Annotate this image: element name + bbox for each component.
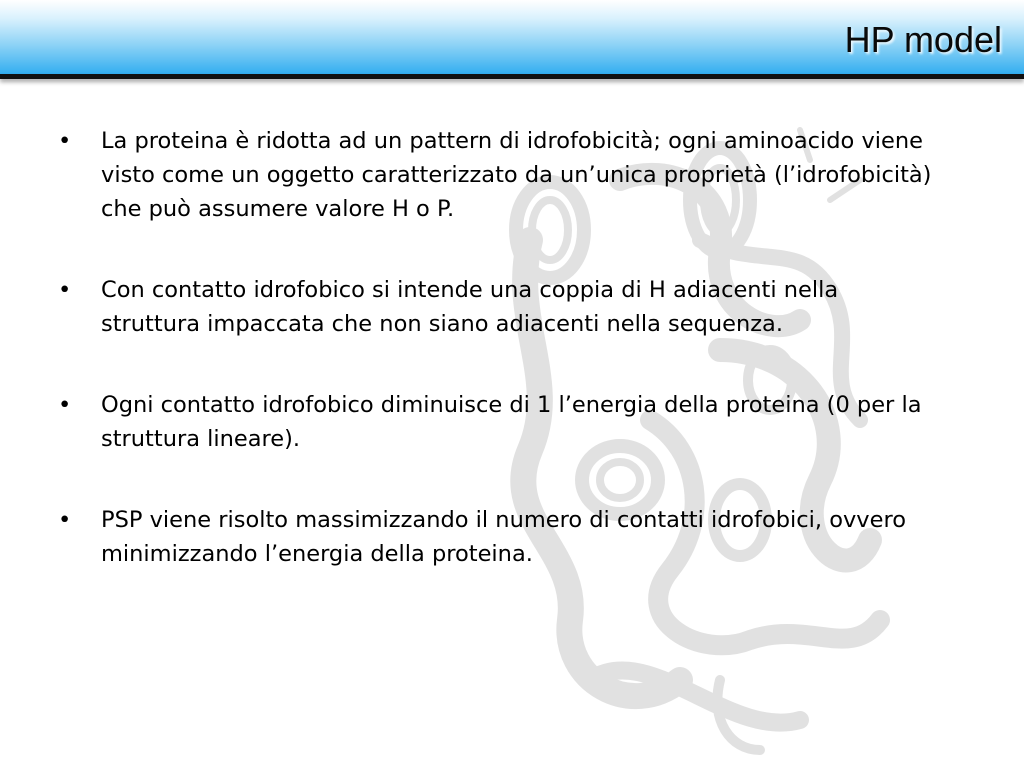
- bullet-item: [58, 388, 938, 456]
- bullet-text: La proteina è ridotta ad un pattern di idrofobicità; ogni aminoacido viene visto come un oggetto caratterizzato da un’unica proprietà (l’idrofobicità) che può assumere valore H o P.: [101, 128, 932, 222]
- header-divider: [0, 74, 1024, 79]
- bullet-marker: •: [58, 277, 72, 303]
- bullet-text: Con contatto idrofobico si intende una coppia di H adiacenti nella struttura impaccata che non siano adiacenti nella sequenza.: [101, 277, 839, 337]
- bullet-text: PSP viene risolto massimizzando il numero di contatti idrofobici, ovvero minimizzando l’energia della proteina.: [101, 507, 906, 567]
- bullet-item: [58, 124, 938, 226]
- bullet-marker: •: [58, 128, 72, 154]
- bullet-text: Ogni contatto idrofobico diminuisce di 1 l’energia della proteina (0 per la struttura lineare).: [101, 392, 922, 452]
- bullet-marker: •: [58, 507, 72, 533]
- bullet-marker: •: [58, 392, 72, 418]
- slide-title: HP model: [844, 19, 1002, 60]
- bullet-list: [58, 124, 938, 571]
- bullet-item: [58, 273, 938, 341]
- bullet-item: [58, 503, 938, 571]
